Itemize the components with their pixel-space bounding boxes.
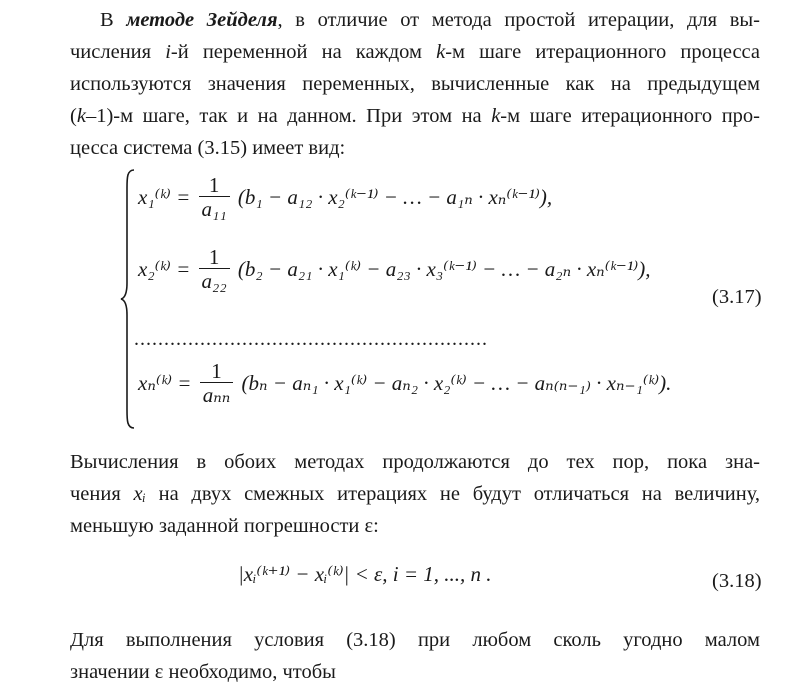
eq2-lhs: x₂⁽ᵏ⁾ = xyxy=(138,257,191,281)
method-name: методе Зейделя xyxy=(126,9,278,31)
paragraph1-line5: цесса система (3.15) имеет вид: xyxy=(70,137,346,159)
paragraph-stopping-criterion xyxy=(70,446,760,542)
var-k: k xyxy=(436,41,446,63)
eq1-fraction xyxy=(199,174,230,221)
line4-part-b: –1)-м шаге, так и на данном. При этом на xyxy=(85,105,482,127)
paragraph1-line2 xyxy=(70,36,760,68)
paragraph-condition xyxy=(70,624,760,688)
eqn-fraction xyxy=(200,360,234,407)
line2-part-c: -м шаге итерационного процесса xyxy=(445,41,761,63)
equation-row-n xyxy=(138,360,671,407)
equation-row-1 xyxy=(138,174,552,221)
paragraph2-line3: меньшую заданной погрешности ε: xyxy=(70,515,379,537)
line2-part-a: числения xyxy=(70,41,152,63)
line1-rest: , в отличие от метода простой итерации, для вы- xyxy=(277,9,760,31)
line4-part-c: -м шаге итерационного про- xyxy=(500,105,760,127)
equation-number-3-18: (3.18) xyxy=(712,570,762,592)
eq2-denominator: a₂₂ xyxy=(201,269,227,293)
var-k-prev: k xyxy=(76,105,86,127)
eq2-rhs: (b₂ − a₂₁ · x₁⁽ᵏ⁾ − a₂₃ · x₃⁽ᵏ⁻¹⁾ − … − a₂ₙ · xₙ⁽ᵏ⁻¹⁾), xyxy=(237,257,651,281)
paragraph1-line3: используются значения переменных, вычисленные как на предыдущем xyxy=(70,73,760,95)
eq2-numerator: 1 xyxy=(199,246,230,269)
eq1-lhs: x₁⁽ᵏ⁾ = xyxy=(138,185,191,209)
paragraph3-line2: значении ε необходимо, чтобы xyxy=(70,661,336,683)
p2-line2-part-a: чения xyxy=(70,483,121,505)
paragraph-seidel-intro xyxy=(70,4,760,164)
eqn-rhs: (bₙ − aₙ₁ · x₁⁽ᵏ⁾ − aₙ₂ · x₂⁽ᵏ⁾ − … − aₙ₍ₙ₋₁₎ · xₙ₋₁⁽ᵏ⁾). xyxy=(241,371,672,395)
eqn-numerator: 1 xyxy=(200,360,234,383)
eqn-denominator: aₙₙ xyxy=(202,383,231,407)
var-k-current: k xyxy=(491,105,501,127)
equation-number-3-17: (3.17) xyxy=(712,286,762,308)
eq2-fraction xyxy=(199,246,230,293)
paragraph3-line1: Для выполнения условия (3.18) при любом сколь угодно малом xyxy=(70,629,760,651)
eq1-denominator: a₁₁ xyxy=(201,197,227,221)
line2-part-b: -й переменной на каждом xyxy=(170,41,422,63)
inequality-3-18: |xᵢ⁽ᵏ⁺¹⁾ − xᵢ⁽ᵏ⁾| < ε, i = 1, ..., n . xyxy=(238,562,492,586)
eq1-rhs: (b₁ − a₁₂ · x₂⁽ᵏ⁻¹⁾ − … − a₁ₙ · xₙ⁽ᵏ⁻¹⁾), xyxy=(237,185,553,209)
eq1-numerator: 1 xyxy=(199,174,230,197)
paragraph1-line4 xyxy=(70,100,760,132)
ellipsis-row: ........................................................... xyxy=(134,328,488,350)
var-i: i xyxy=(165,41,171,63)
var-x-i: xᵢ xyxy=(133,483,146,505)
paragraph2-line1: Вычисления в обоих методах продолжаются до тех пор, пока зна- xyxy=(70,451,760,473)
paragraph1-line1 xyxy=(70,4,760,36)
left-brace-icon xyxy=(120,168,136,430)
line4-part-a: ( xyxy=(70,105,77,127)
intro-word: В xyxy=(100,9,114,31)
equation-row-2 xyxy=(138,246,651,293)
equation-system-3-17 xyxy=(120,168,680,430)
eqn-lhs: xₙ⁽ᵏ⁾ = xyxy=(138,371,192,395)
paragraph2-line2 xyxy=(70,478,760,510)
p2-line2-part-b: на двух смежных итерациях не будут отличаться на величину, xyxy=(158,483,761,505)
